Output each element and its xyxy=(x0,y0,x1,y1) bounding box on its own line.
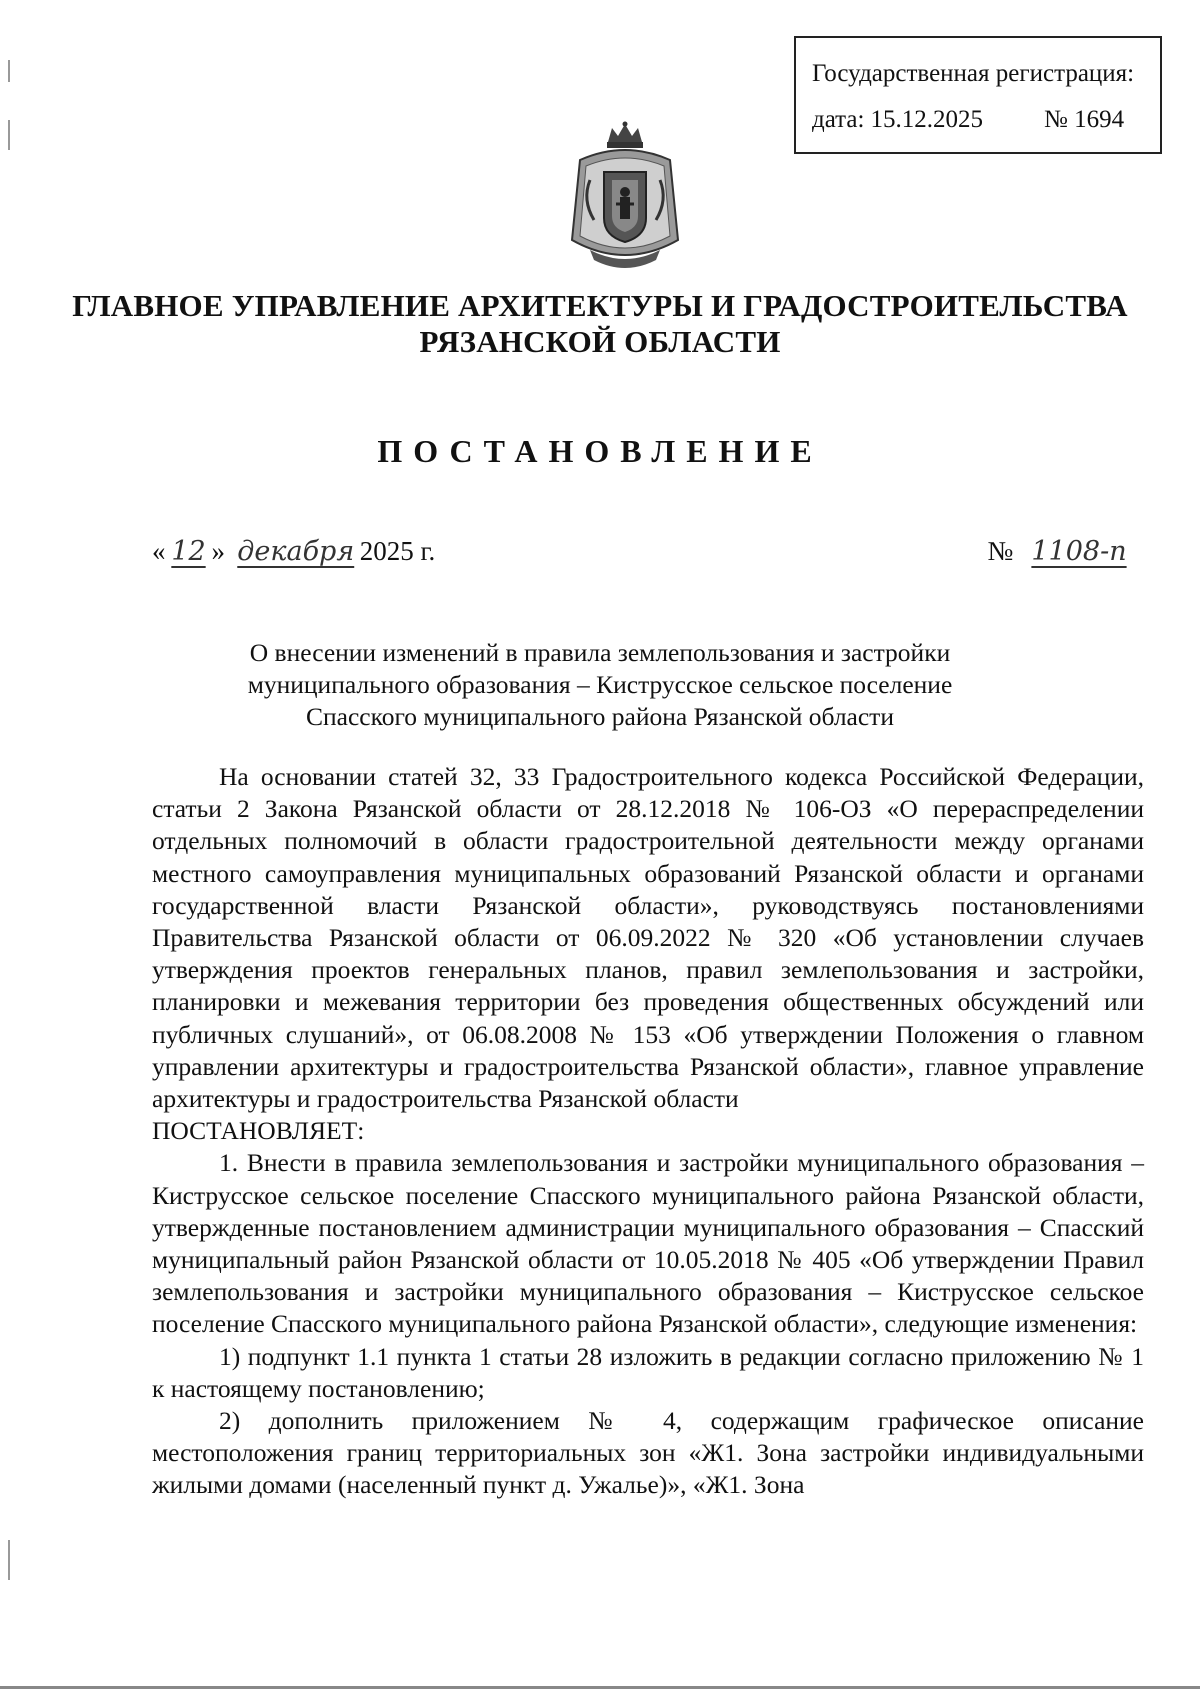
scan-bottom-edge xyxy=(0,1686,1200,1689)
scan-artifact xyxy=(8,1540,10,1580)
date-close-quote: » xyxy=(211,536,225,566)
subject-line2: муниципального образования – Киструсское сельское поселение xyxy=(247,670,953,699)
document-number-prefix: № xyxy=(987,536,1014,566)
date-open-quote: « xyxy=(152,536,166,566)
document-date xyxy=(152,536,435,567)
document-body xyxy=(152,761,1144,1502)
organization-name xyxy=(0,288,1200,360)
scan-artifact xyxy=(8,120,10,150)
date-year: 2025 г. xyxy=(359,536,436,566)
ryazan-coat-of-arms-icon xyxy=(560,120,690,280)
subitem-2-paragraph: 2) дополнить приложением № 4, содержащим графическое описание местоположения границ территориальных зон «Ж1. Зона застройки индивидуальными жилыми домами (населенный пункт д. Ужалье)», «Ж1. Зона xyxy=(152,1406,1144,1500)
preamble-paragraph: На основании статей 32, 33 Градостроительного кодекса Российской Федерации, статьи 2 Закона Рязанской области от 28.12.2018 № 106-ОЗ «О перераспределении отдельных полномочий в области градостроительной деятельности между органами местного самоуправления муниципальных образований Рязанской области и органами государственной власти Рязанской области», руководствуясь постановлениями Правительства Рязанской области от 06.09.2022 № 320 «Об установлении случаев утверждения проектов генеральных планов, правил землепользования и застройки, планировки и межевания территории без проведения общественных обсуждений или публичных слушаний», от 06.08.2008 № 153 «Об утверждении Положения о главном управлении архитектуры и градостроительства Рязанской области», главное управление архитектуры и градостроительства Рязанской области xyxy=(152,762,1144,1114)
organization-name-line2: РЯЗАНСКОЙ ОБЛАСТИ xyxy=(419,324,781,359)
organization-name-line1: ГЛАВНОЕ УПРАВЛЕНИЕ АРХИТЕКТУРЫ И ГРАДОСТРОИТЕЛЬСТВА xyxy=(72,288,1128,323)
registration-date-label: дата: xyxy=(812,106,865,133)
subitem-1-paragraph: 1) подпункт 1.1 пункта 1 статьи 28 изложить в редакции согласно приложению № 1 к настоящему постановлению; xyxy=(152,1341,1144,1403)
registration-number: № 1694 xyxy=(1044,106,1125,133)
document-number xyxy=(987,536,1138,567)
item-1-paragraph: 1. Внести в правила землепользования и застройки муниципального образования – Киструсское сельское поселение Спасского муниципального района Рязанской области, утвержденные постановлением администрации муниципального образования – Спасский муниципальный район Рязанской области от 10.05.2018 № 405 «Об утверждении Правил землепользования и застройки муниципального образования – Киструсское сельское поселение Спасского муниципального района Рязанской области», следующие изменения: xyxy=(152,1148,1144,1339)
date-day: 12 xyxy=(171,536,206,567)
document-type: ПОСТАНОВЛЕНИЕ xyxy=(377,433,823,469)
scan-artifact xyxy=(8,60,10,82)
date-month: декабря xyxy=(237,536,355,567)
document-number-value: 1108-п xyxy=(1031,536,1127,567)
registration-date-row xyxy=(812,106,983,134)
registration-date: 15.12.2025 xyxy=(870,106,983,133)
registration-stamp xyxy=(794,36,1162,154)
subject-line3: Спасского муниципального района Рязанской области xyxy=(306,702,894,731)
document-subject xyxy=(0,637,1200,733)
resolves-heading: ПОСТАНОВЛЯЕТ: xyxy=(152,1116,365,1146)
subject-line1: О внесении изменений в правила землепользования и застройки xyxy=(249,638,951,667)
registration-title: Государственная регистрация: xyxy=(812,60,1135,87)
